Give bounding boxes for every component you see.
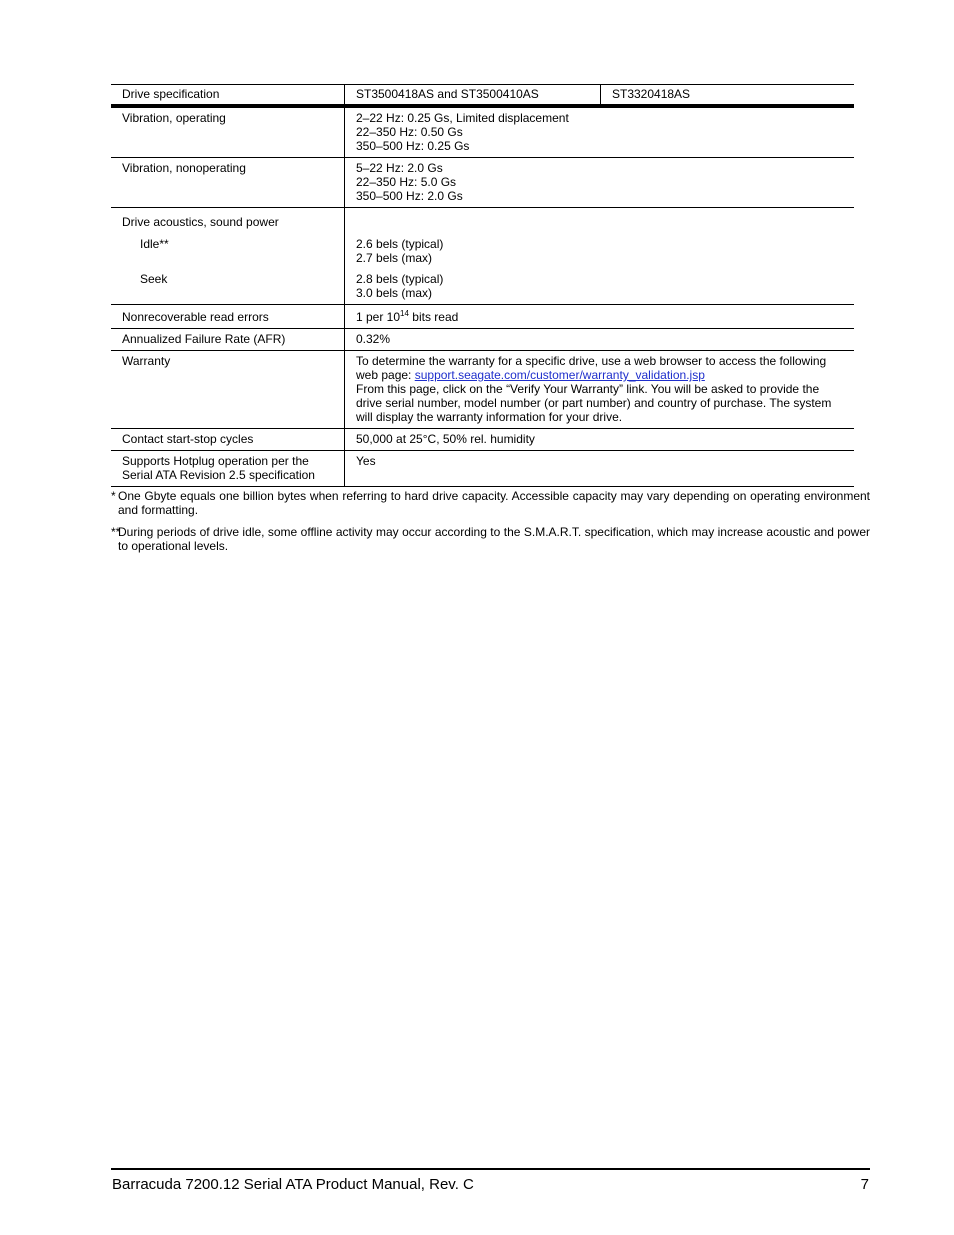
value-line: 22–350 Hz: 5.0 Gs	[356, 175, 457, 189]
label-line: Serial ATA Revision 2.5 specification	[122, 468, 315, 482]
table-row	[111, 158, 854, 208]
header-st3320418as: ST3320418AS	[601, 85, 855, 107]
page-number: 7	[860, 1176, 869, 1193]
row-label: Contact start-stop cycles	[111, 429, 345, 451]
row-label	[111, 451, 345, 487]
table-row	[111, 429, 854, 451]
footnote-text: During periods of drive idle, some offline activity may occur according to the S.M.A.R.T. specification, which may increase acoustic and power to operational levels.	[118, 525, 870, 553]
row-value	[345, 158, 855, 208]
value-line: 2.7 bels (max)	[356, 251, 433, 265]
table-row	[111, 451, 854, 487]
table-row	[111, 305, 854, 329]
warranty-link[interactable]: support.seagate.com/customer/warranty_validation.jsp	[414, 368, 705, 382]
value-line: 22–350 Hz: 0.50 Gs	[356, 125, 463, 139]
value-line: 2.6 bels (typical)	[356, 237, 444, 251]
footnote-text: One Gbyte equals one billion bytes when referring to hard drive capacity. Accessible capacity may vary depending on operating environment and formatting.	[118, 489, 870, 517]
footnote-mark: *	[111, 489, 116, 503]
drive-spec-table	[111, 84, 854, 487]
row-label: Vibration, operating	[111, 106, 345, 158]
row-label: Annualized Failure Rate (AFR)	[111, 329, 345, 351]
row-value: 0.32%	[345, 329, 855, 351]
idle-label: Idle**	[140, 237, 169, 251]
footnote	[111, 489, 870, 517]
footer-rule	[111, 1168, 870, 1170]
read-errors-exponent: 14	[400, 309, 409, 318]
acoustics-label: Drive acoustics, sound power	[122, 215, 279, 229]
value-line: 2.8 bels (typical)	[356, 272, 444, 286]
row-value	[345, 305, 855, 329]
table-row	[111, 208, 854, 305]
warranty-text-continued: From this page, click on the “Verify Your Warranty” link. You will be asked to provide the drive serial number, model number (or part number) and country of purchase. The system will display the warranty information for your drive.	[356, 382, 832, 424]
row-value: Yes	[345, 451, 855, 487]
label-line: Supports Hotplug operation per the	[122, 454, 309, 468]
read-errors-suffix: bits read	[408, 310, 459, 324]
value-line: 350–500 Hz: 0.25 Gs	[356, 139, 470, 153]
row-label: Nonrecoverable read errors	[111, 305, 345, 329]
footnote-mark: **	[111, 525, 121, 539]
seek-label: Seek	[140, 272, 168, 286]
header-st3500418as: ST3500418AS and ST3500410AS	[345, 85, 601, 107]
row-value	[345, 351, 855, 429]
footer-manual-title: Barracuda 7200.12 Serial ATA Product Manual, Rev. C	[112, 1176, 474, 1193]
header-drive-specification: Drive specification	[111, 85, 345, 107]
value-line: 2–22 Hz: 0.25 Gs, Limited displacement	[356, 111, 569, 125]
row-value	[345, 208, 855, 305]
read-errors-prefix: 1 per 10	[356, 310, 401, 324]
warranty-text: To determine the warranty for a specific drive, use a web browser to access the following web page:	[356, 354, 827, 382]
row-value: 50,000 at 25°C, 50% rel. humidity	[345, 429, 855, 451]
table-row	[111, 329, 854, 351]
value-line: 5–22 Hz: 2.0 Gs	[356, 161, 443, 175]
table-row	[111, 106, 854, 158]
table-row	[111, 351, 854, 429]
table-header-row	[111, 85, 854, 107]
footnote	[111, 525, 870, 553]
value-line: 350–500 Hz: 2.0 Gs	[356, 189, 463, 203]
footnotes	[111, 489, 870, 561]
row-label: Vibration, nonoperating	[111, 158, 345, 208]
row-label: Warranty	[111, 351, 345, 429]
row-label	[111, 208, 345, 305]
row-value	[345, 106, 855, 158]
value-line: 3.0 bels (max)	[356, 286, 433, 300]
